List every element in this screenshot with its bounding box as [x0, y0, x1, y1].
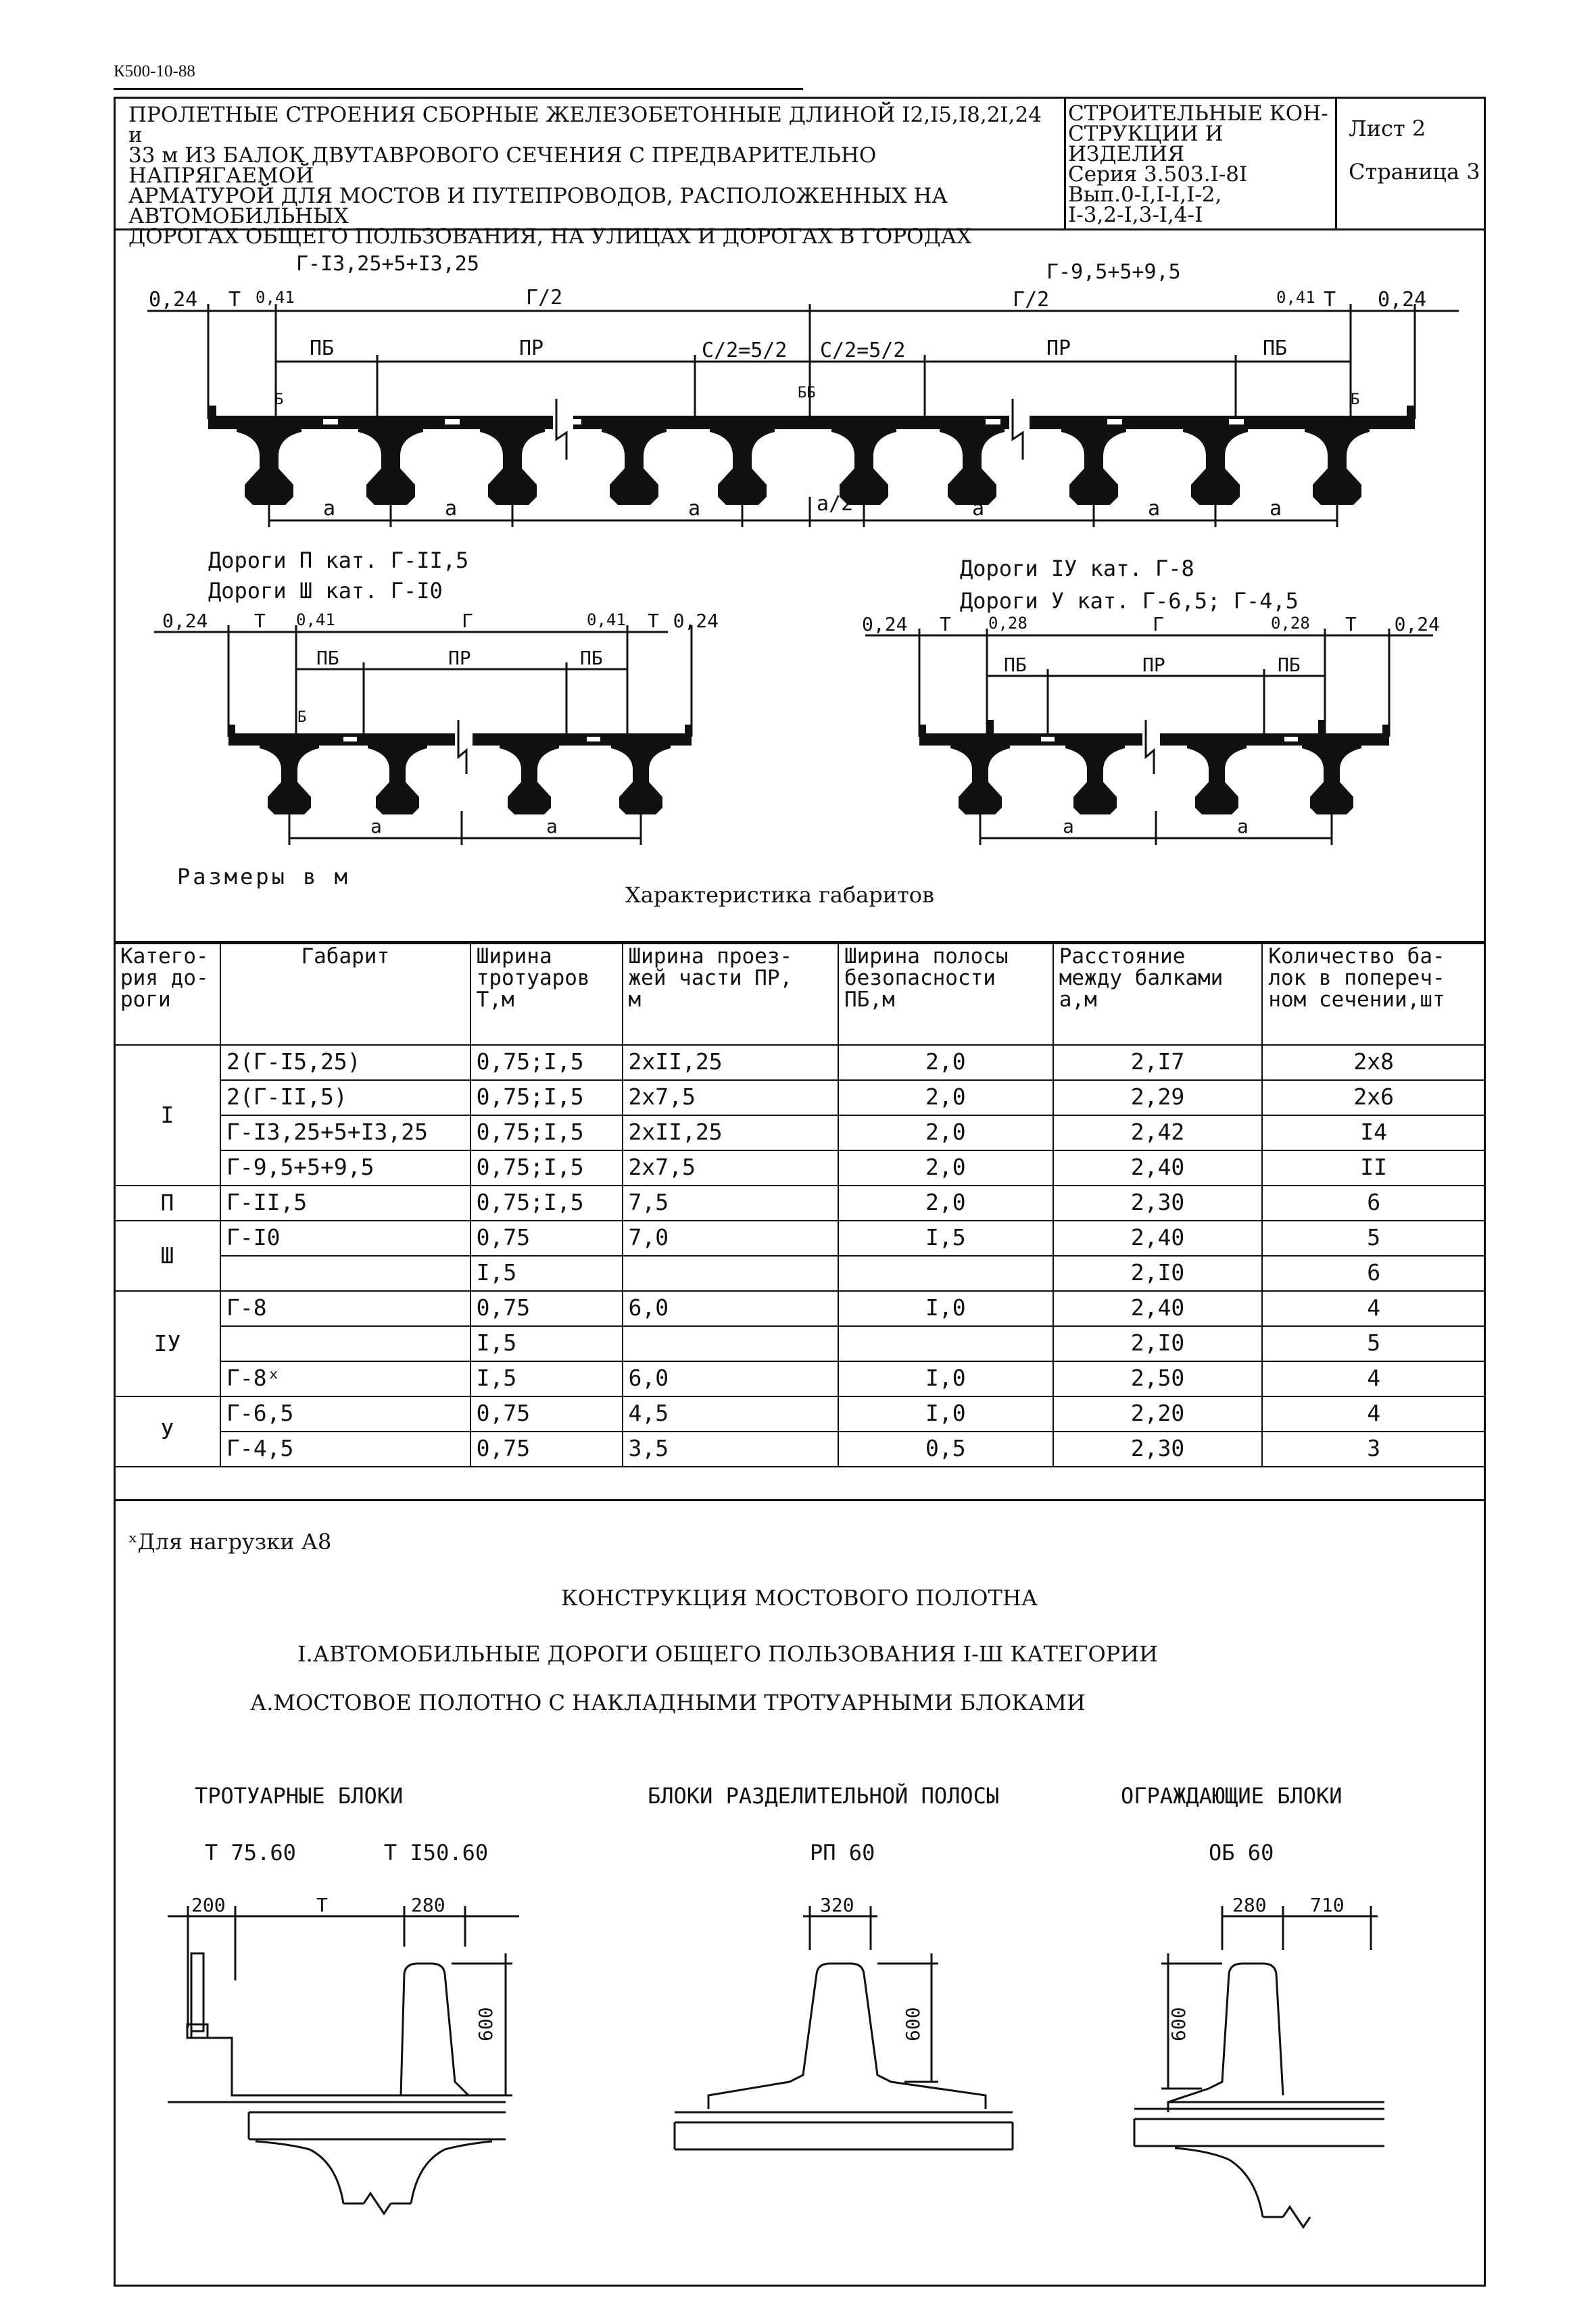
small-left-line2: Дороги Ш кат. Г-I0: [208, 578, 443, 604]
dim-label: ПБ: [310, 337, 335, 360]
dim-label: ПР: [1046, 337, 1071, 360]
title-line: ДОРОГАХ ОБЩЕГО ПОЛЬЗОВАНИЯ, НА УЛИЦАХ И ДОРОГАХ В ГОРОДАХ: [128, 224, 972, 249]
dim-label: 600: [1167, 2007, 1190, 2041]
dim-label: ПР: [519, 337, 544, 360]
top-cross-section: [114, 237, 1486, 554]
top-right-title: Г-9,5+5+9,5: [1046, 260, 1181, 284]
header-beam-count: [1262, 944, 1485, 1045]
dim-label: а: [1269, 497, 1282, 520]
table-cell: 2,40: [1053, 1150, 1263, 1186]
table-cell: 2,0: [838, 1186, 1053, 1221]
table-cell: 7,0: [623, 1221, 838, 1256]
dim-label: Т: [1324, 288, 1336, 312]
dim-label: а: [1148, 497, 1161, 520]
small-right-section: [845, 541, 1453, 892]
table-cell: 0,5: [838, 1432, 1053, 1467]
table-cell: 2,42: [1053, 1115, 1263, 1150]
table-cell: 0,75;I,5: [470, 1045, 623, 1080]
header-text: Расстояние между балками а,м: [1059, 944, 1224, 1012]
title-line: ПРОЛЕТНЫЕ СТРОЕНИЯ СБОРНЫЕ ЖЕЛЕЗОБЕТОННЫЕ ДЛИНОЙ I2,I5,I8,2I,24 и: [128, 103, 1042, 147]
series-line: СТРУКЦИИ И ИЗДЕЛИЯ: [1068, 122, 1224, 166]
series-line: СТРОИТЕЛЬНЫЕ КОН-: [1068, 101, 1328, 126]
dim-label: а: [1237, 815, 1249, 837]
footnote: ˣДля нагрузки А8: [128, 1529, 332, 1555]
divider-mark: РП 60: [810, 1840, 875, 1866]
dim-label: ПБ: [1004, 654, 1027, 676]
table-cell: 3: [1262, 1432, 1485, 1467]
table-cell: 4: [1262, 1396, 1485, 1432]
table-row: [114, 1396, 1485, 1432]
table-bottom-rule: [114, 1499, 1486, 1501]
table-cell: 2(Г-I5,25): [220, 1045, 470, 1080]
divider-blocks-title: БЛОКИ РАЗДЕЛИТЕЛЬНОЙ ПОЛОСЫ: [648, 1783, 1000, 1809]
series-info: [1068, 103, 1332, 225]
sidewalk-blocks-title: ТРОТУАРНЫЕ БЛОКИ: [195, 1783, 404, 1809]
table-row: [114, 1326, 1485, 1361]
dim-label: ПБ: [316, 647, 339, 669]
header-roadway-width: [623, 944, 838, 1045]
table-cell: 0,75;I,5: [470, 1080, 623, 1115]
block-drawings: [114, 1771, 1486, 2285]
dim-label: а: [972, 497, 985, 520]
dim-label: Г: [1153, 613, 1164, 635]
header-text: Ширина полосы безопасности ПБ,м: [844, 944, 1009, 1012]
header-category: [114, 944, 220, 1045]
table-cell: 2,40: [1053, 1221, 1263, 1256]
header-sidewalk-width: [470, 944, 623, 1045]
dim-label: 710: [1310, 1894, 1345, 1916]
dim-label: Т: [648, 610, 659, 632]
dim-label: Г/2: [526, 286, 563, 310]
construction-sub1: I.АВТОМОБИЛЬНЫЕ ДОРОГИ ОБЩЕГО ПОЛЬЗОВАНИЯ I-Ш КАТЕГОРИИ: [297, 1641, 1159, 1667]
table-cell: 0,75;I,5: [470, 1186, 623, 1221]
table-cell: Г-8: [220, 1291, 470, 1326]
series-line: Вып.0-I,I-I,I-2,: [1068, 182, 1222, 207]
table-cell: 5: [1262, 1221, 1485, 1256]
document-code: К500-10-88: [114, 62, 195, 80]
dimensions-note: Размеры в м: [177, 864, 350, 890]
dim-label: ПБ: [580, 647, 603, 669]
dim-label: а: [445, 497, 458, 520]
header-text: Количество ба- лок в попереч- ном сечении,шт: [1268, 944, 1445, 1012]
table-cell: Г-6,5: [220, 1396, 470, 1432]
table-cell: 0,75: [470, 1396, 623, 1432]
top-left-title: Г-I3,25+5+I3,25: [296, 252, 479, 276]
dim-label: 200: [191, 1894, 226, 1916]
table-cell: 2,I7: [1053, 1045, 1263, 1080]
dim-label: 0,41: [296, 610, 335, 629]
table-cell: 2(Г-II,5): [220, 1080, 470, 1115]
dim-label: Т: [1345, 613, 1357, 635]
table-cell: [220, 1326, 470, 1361]
table-cell: 0,75: [470, 1432, 623, 1467]
header-safety-lane: [838, 944, 1053, 1045]
dim-label: ПБ: [1263, 337, 1288, 360]
dim-label: 0,41: [587, 610, 626, 629]
guard-mark: ОБ 60: [1209, 1840, 1274, 1866]
dim-label: 280: [1232, 1894, 1267, 1916]
table-row: [114, 1291, 1485, 1326]
table-row: [114, 1432, 1485, 1467]
table-cell: [623, 1326, 838, 1361]
category-cell: У: [114, 1396, 220, 1467]
dim-label: 0,28: [1271, 614, 1310, 633]
small-left-line1: Дороги П кат. Г-II,5: [208, 547, 469, 573]
table-cell: 0,75;I,5: [470, 1150, 623, 1186]
dim-label: а: [1063, 815, 1074, 837]
dim-label: ББ: [798, 385, 816, 401]
dim-label: 0,41: [1276, 288, 1315, 307]
table-cell: [838, 1256, 1053, 1291]
table-cell: 0,75: [470, 1221, 623, 1256]
table-cell: I,0: [838, 1361, 1053, 1396]
table-cell: 2х7,5: [623, 1150, 838, 1186]
series-line: I-3,2-I,3-I,4-I: [1068, 203, 1203, 227]
table-cell: 2хII,25: [623, 1045, 838, 1080]
header-text: Катего- рия до- роги: [120, 944, 209, 1012]
dim-label: Т: [254, 610, 266, 632]
table-cell: 2,0: [838, 1080, 1053, 1115]
dim-label: 600: [902, 2007, 924, 2041]
table-cell: 2,0: [838, 1115, 1053, 1150]
dim-label: Б: [274, 391, 284, 408]
table-row: [114, 1256, 1485, 1291]
header-text: Ширина тротуаров Т,м: [476, 944, 590, 1012]
table-cell: 2х7,5: [623, 1080, 838, 1115]
dim-label: а/2: [817, 492, 854, 516]
table-cell: I,0: [838, 1291, 1053, 1326]
dim-label: Т: [316, 1894, 328, 1916]
page-number: Страница 3: [1349, 159, 1480, 185]
table-cell: Г-9,5+5+9,5: [220, 1150, 470, 1186]
table-cell: II: [1262, 1150, 1485, 1186]
dim-label: 0,24: [149, 288, 198, 312]
title-line: 33 м ИЗ БАЛОК ДВУТАВРОВОГО СЕЧЕНИЯ С ПРЕДВАРИТЕЛЬНО НАПРЯГАЕМОЙ: [128, 143, 877, 188]
header-gabarit: [220, 944, 470, 1045]
table-cell: 5: [1262, 1326, 1485, 1361]
table-cell: 2,30: [1053, 1432, 1263, 1467]
table-cell: 6,0: [623, 1361, 838, 1396]
table-cell: 2хII,25: [623, 1115, 838, 1150]
dim-label: 280: [411, 1894, 445, 1916]
table-cell: 6: [1262, 1256, 1485, 1291]
dim-label: С/2=5/2: [702, 339, 788, 362]
dim-label: Т: [228, 288, 241, 312]
dim-label: ПБ: [1278, 654, 1301, 676]
small-right-line1: Дороги IУ кат. Г-8: [960, 556, 1194, 581]
table-cell: [623, 1256, 838, 1291]
dim-label: а: [323, 497, 336, 520]
table-cell: 6,0: [623, 1291, 838, 1326]
dim-label: Т: [940, 613, 951, 635]
small-right-line2: Дороги У кат. Г-6,5; Г-4,5: [960, 588, 1299, 614]
sheet-number: Лист 2: [1349, 116, 1426, 141]
table-cell: 2,I0: [1053, 1326, 1263, 1361]
dim-label: Б: [1351, 391, 1360, 408]
sidewalk-mark-1: Т 75.60: [205, 1840, 296, 1866]
table-cell: 2,0: [838, 1150, 1053, 1186]
dim-label: 600: [475, 2007, 497, 2041]
title-line: АРМАТУРОЙ ДЛЯ МОСТОВ И ПУТЕПРОВОДОВ, РАСПОЛОЖЕННЫХ НА АВТОМОБИЛЬНЫХ: [128, 184, 948, 228]
sheet-info: [1349, 107, 1480, 193]
table-cell: 7,5: [623, 1186, 838, 1221]
table-cell: 2,50: [1053, 1361, 1263, 1396]
table-cell: 4: [1262, 1291, 1485, 1326]
table-cell: I,5: [470, 1256, 623, 1291]
table-cell: I,5: [470, 1326, 623, 1361]
dim-label: 0,24: [862, 613, 908, 635]
table-cell: 0,75: [470, 1291, 623, 1326]
table-cell: Г-I0: [220, 1221, 470, 1256]
table-cell: Г-I3,25+5+I3,25: [220, 1115, 470, 1150]
table-row: [114, 1115, 1485, 1150]
sidewalk-mark-2: Т I50.60: [384, 1840, 489, 1866]
table-cell: 3,5: [623, 1432, 838, 1467]
table-cell: 4,5: [623, 1396, 838, 1432]
construction-sub2: А.МОСТОВОЕ ПОЛОТНО С НАКЛАДНЫМИ ТРОТУАРНЫМИ БЛОКАМИ: [250, 1690, 1086, 1715]
header-beam-spacing: [1053, 944, 1263, 1045]
dim-label: а: [688, 497, 701, 520]
dim-label: 0,24: [1394, 613, 1440, 635]
dim-label: 0,24: [162, 610, 208, 632]
table-row: [114, 1045, 1485, 1080]
table-cell: I4: [1262, 1115, 1485, 1150]
guard-blocks-title: ОГРАЖДАЮЩИЕ БЛОКИ: [1121, 1783, 1343, 1809]
header-text: Ширина проез- жей части ПР, м: [628, 944, 793, 1012]
dim-label: ПР: [448, 647, 471, 669]
category-cell: Ш: [114, 1221, 220, 1291]
header-text: Габарит: [301, 944, 390, 969]
table-row: [114, 1361, 1485, 1396]
category-cell: П: [114, 1186, 220, 1221]
table-cell: 2,29: [1053, 1080, 1263, 1115]
dim-label: а: [370, 815, 382, 837]
table-cell: I,5: [838, 1221, 1053, 1256]
table-cell: I,5: [470, 1361, 623, 1396]
table-cell: Г-8ˣ: [220, 1361, 470, 1396]
table-row: [114, 1221, 1485, 1256]
table-cell: 2х6: [1262, 1080, 1485, 1115]
dim-label: 0,24: [1378, 288, 1427, 312]
table-cell: 2х8: [1262, 1045, 1485, 1080]
table-cell: 2,20: [1053, 1396, 1263, 1432]
table-row: [114, 1186, 1485, 1221]
category-cell: I: [114, 1045, 220, 1186]
header-divider-2: [1335, 97, 1337, 229]
dim-label: Б: [297, 709, 307, 726]
dim-label: С/2=5/2: [820, 339, 906, 362]
table-cell: 2,40: [1053, 1291, 1263, 1326]
dim-label: 0,41: [256, 288, 295, 307]
document-title: [128, 105, 1061, 247]
table-cell: Г-II,5: [220, 1186, 470, 1221]
dim-label: 0,28: [988, 614, 1027, 633]
table-row: [114, 1150, 1485, 1186]
table-cell: [838, 1326, 1053, 1361]
table-cell: I,0: [838, 1396, 1053, 1432]
gabarit-table: [114, 943, 1486, 1467]
table-cell: [220, 1256, 470, 1291]
table-cell: 2,I0: [1053, 1256, 1263, 1291]
dim-label: а: [546, 815, 558, 837]
dim-label: Г: [462, 610, 473, 632]
construction-heading: КОНСТРУКЦИЯ МОСТОВОГО ПОЛОТНА: [561, 1585, 1038, 1611]
dim-label: 0,24: [673, 610, 719, 632]
table-cell: Г-4,5: [220, 1432, 470, 1467]
category-cell: IУ: [114, 1291, 220, 1396]
series-line: Серия 3.503.I-8I: [1068, 162, 1248, 187]
table-cell: 4: [1262, 1361, 1485, 1396]
header-top-rule: [114, 88, 803, 90]
table-row: [114, 1080, 1485, 1115]
table-cell: 6: [1262, 1186, 1485, 1221]
dim-label: 320: [820, 1894, 854, 1916]
table-caption: Характеристика габаритов: [625, 882, 935, 908]
small-left-section: [114, 541, 722, 892]
table-cell: 2,0: [838, 1045, 1053, 1080]
table-cell: 0,75;I,5: [470, 1115, 623, 1150]
header-divider-1: [1064, 97, 1066, 229]
table-cell: 2,30: [1053, 1186, 1263, 1221]
dim-label: Г/2: [1013, 288, 1050, 312]
dim-label: ПР: [1142, 654, 1165, 676]
